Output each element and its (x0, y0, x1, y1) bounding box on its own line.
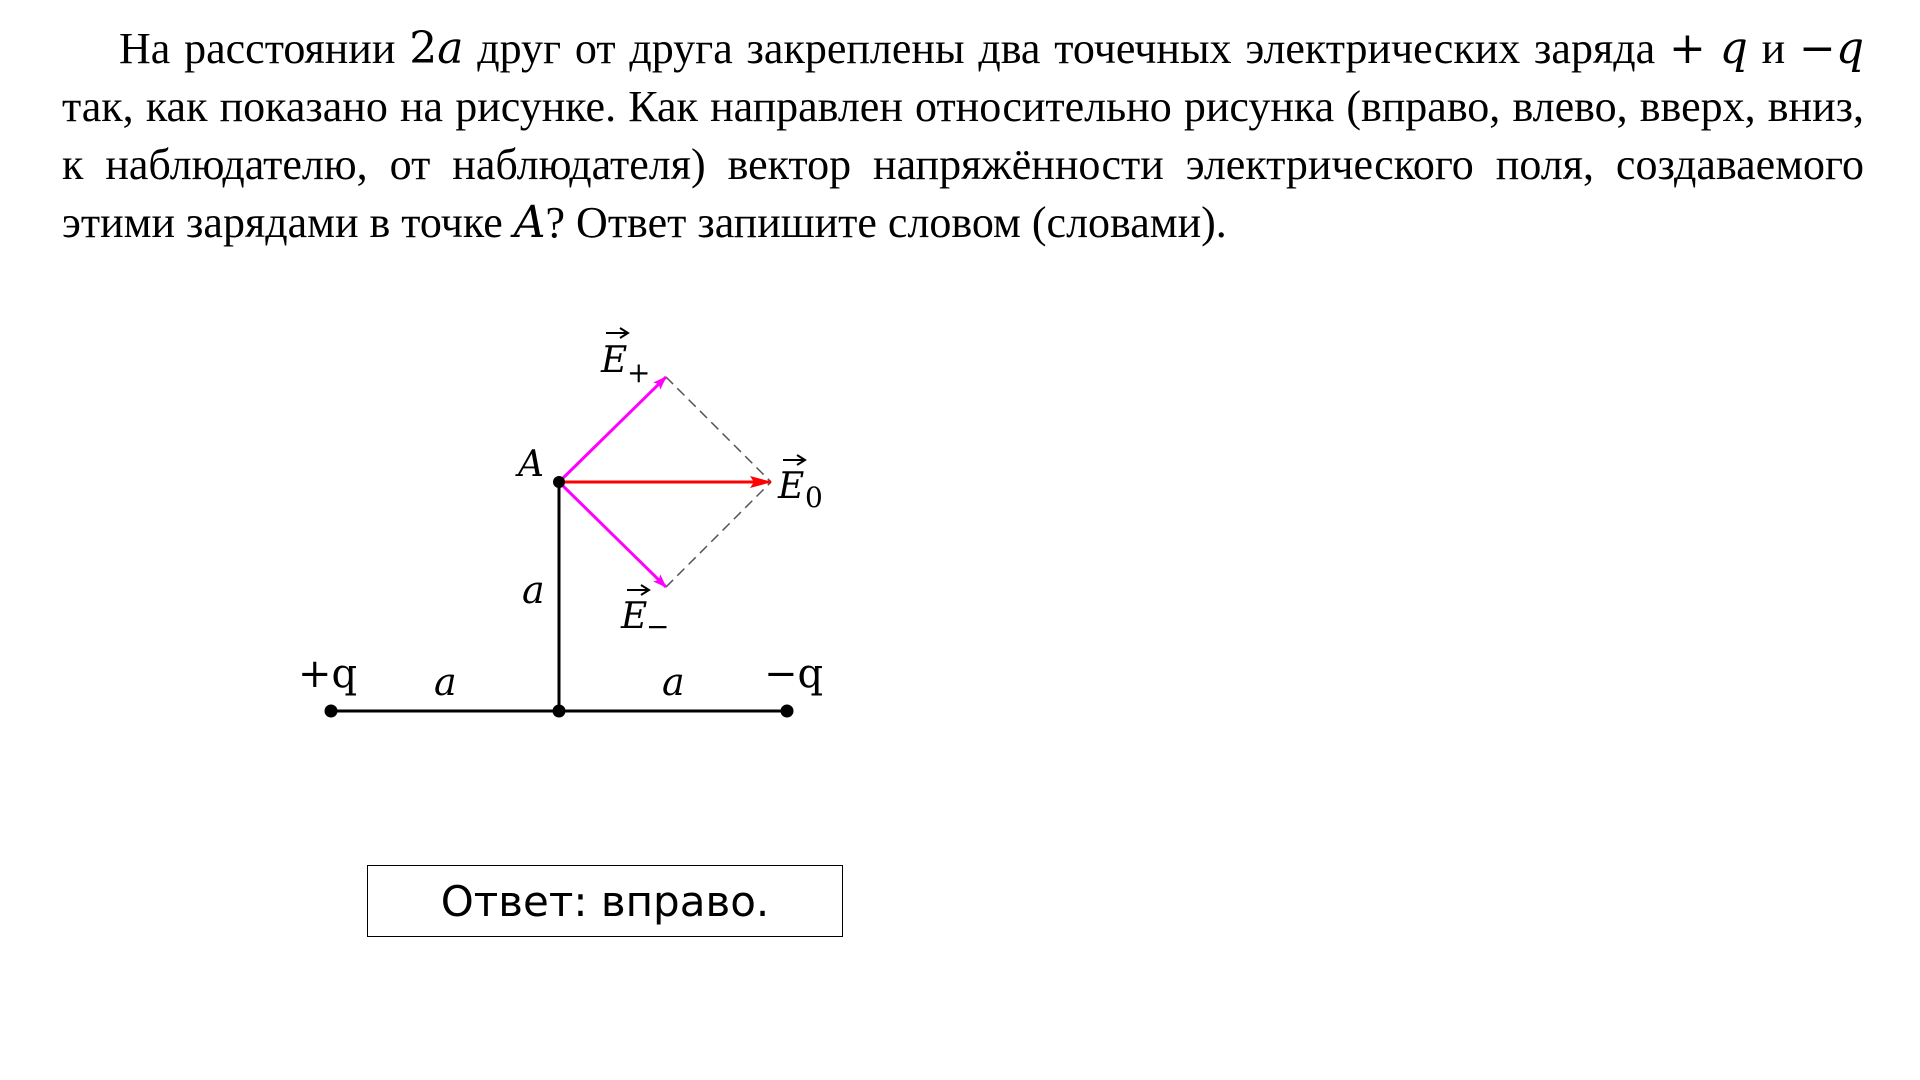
minus-sign: − (1798, 23, 1836, 74)
problem-seg1: На расстоянии (119, 24, 410, 73)
distance-coefficient: 2 (409, 23, 438, 74)
problem-seg3: и (1747, 24, 1799, 73)
problem-seg5: ? Ответ запишите словом (словами). (545, 198, 1227, 247)
label-e0 (777, 455, 823, 514)
answer-box (367, 865, 843, 937)
problem-seg2: друг от друга закреплены два точечных электрических заряда (463, 24, 1669, 73)
plus-sign: + (1668, 23, 1706, 74)
minus-charge-dot (781, 705, 794, 718)
answer-text: Ответ: вправо. (440, 876, 770, 926)
point-a-dot (553, 476, 565, 488)
charge-minus-q: q (1835, 23, 1865, 74)
distance-variable: a (437, 23, 464, 74)
midpoint-dot (553, 705, 566, 718)
charge-plus-q: q (1719, 23, 1748, 74)
point-a-inline: A (513, 197, 546, 248)
dashed-line-top (666, 377, 771, 482)
problem-seg4: так, как показано на рисунке. Как направлен относительно рисунка (вправо, влево, вверх, вниз, к наблюдателю, от наблюдателя) вектор напряжённости электрического поля, создаваемого этими зарядами в точке (62, 82, 1864, 247)
label-e0-sub: 0 (805, 481, 823, 514)
dashed-line-bottom (666, 482, 771, 587)
plus-charge-dot (325, 705, 338, 718)
e-minus-vector (559, 482, 666, 587)
label-e-plus (600, 328, 650, 389)
label-plus-charge: +q (298, 651, 358, 697)
label-e-minus (620, 585, 669, 643)
label-e-plus-main: E (601, 340, 628, 381)
label-e0-main: E (778, 466, 805, 507)
label-a-vertical: a (522, 568, 545, 612)
label-e-minus-main: E (621, 596, 648, 637)
label-a-left: a (434, 660, 457, 704)
label-minus-charge: −q (764, 651, 824, 697)
e-plus-vector (559, 377, 666, 482)
label-e-plus-sub: + (627, 356, 651, 389)
label-point-a: A (518, 444, 544, 485)
label-e-minus-sub: − (646, 610, 670, 643)
label-a-right: a (662, 660, 685, 704)
